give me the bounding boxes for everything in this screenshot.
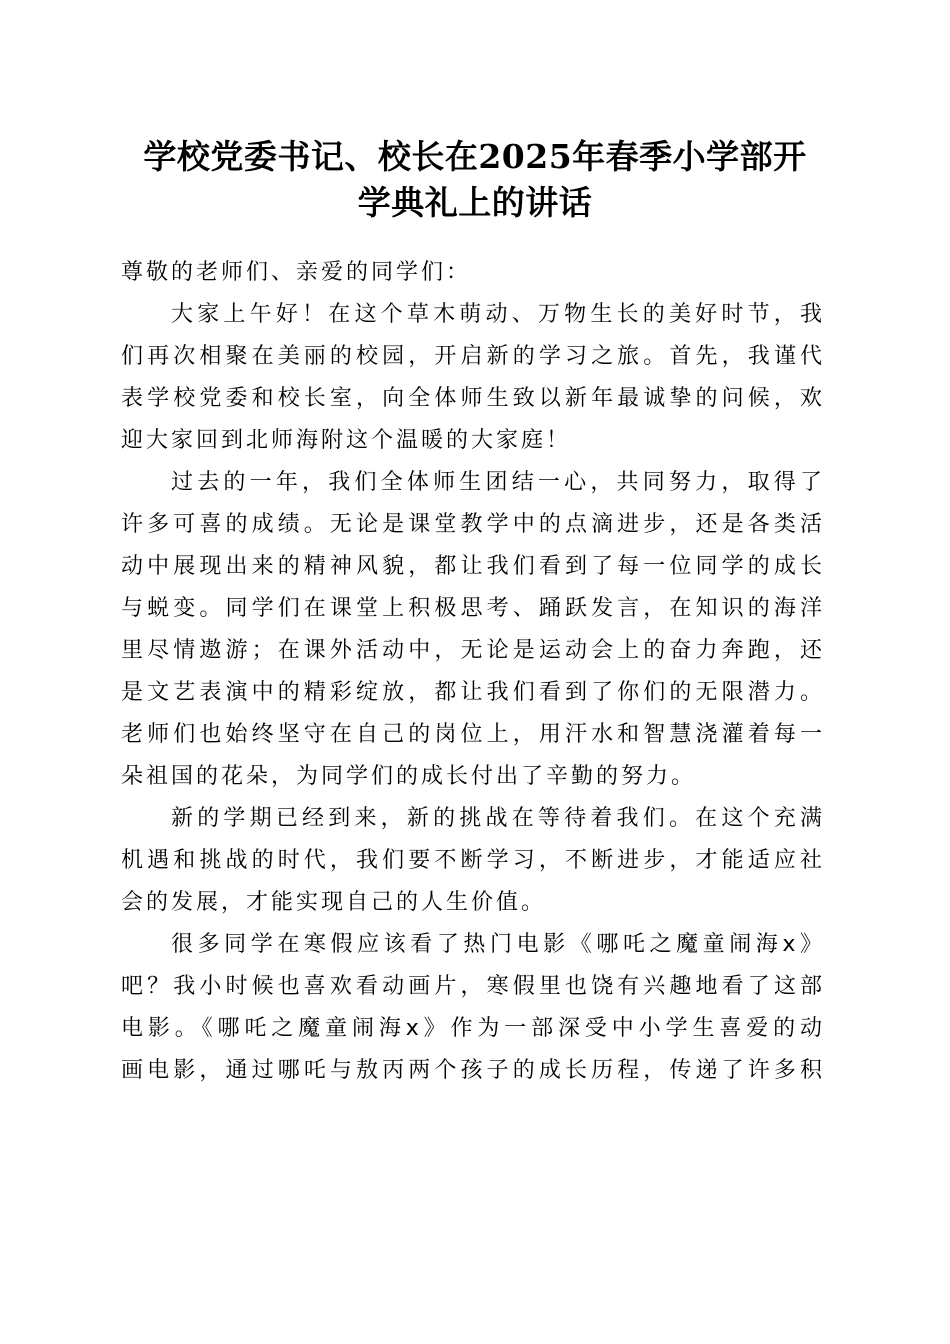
- paragraph-line: 画电影，通过哪吒与敖丙两个孩子的成长历程，传递了许多积: [121, 1058, 825, 1083]
- paragraph-line: 表学校党委和校长室，向全体师生致以新年最诚挚的问候，欢: [121, 386, 825, 411]
- paragraph-line: 过去的一年，我们全体师生团结一心，共同努力，取得了: [171, 470, 825, 495]
- paragraph-line: 大家上午好！在这个草木萌动、万物生长的美好时节，我: [171, 302, 825, 327]
- paragraph-line: 里尽情遨游；在课外活动中，无论是运动会上的奋力奔跑，还: [121, 638, 825, 663]
- paragraph-line: 们再次相聚在美丽的校园，开启新的学习之旅。首先，我谨代: [121, 344, 825, 369]
- paragraph-line: 朵祖国的花朵，为同学们的成长付出了辛勤的努力。: [121, 764, 697, 789]
- paragraph: [121, 462, 825, 798]
- speech-body: [121, 252, 825, 1092]
- paragraph-line: 电影。《哪吒之魔童闹海x》作为一部深受中小学生喜爱的动: [121, 1016, 825, 1041]
- paragraph-line: 吧？我小时候也喜欢看动画片，寒假里也饶有兴趣地看了这部: [121, 974, 825, 999]
- paragraph-line: 很多同学在寒假应该看了热门电影《哪吒之魔童闹海x》: [171, 932, 825, 957]
- paragraph-line: 迎大家回到北师海附这个温暖的大家庭！: [121, 428, 572, 453]
- salutation: 尊敬的老师们、亲爱的同学们：: [121, 260, 472, 285]
- paragraph-line: 机遇和挑战的时代，我们要不断学习，不断进步，才能适应社: [121, 848, 825, 873]
- paragraph: [121, 924, 825, 1092]
- paragraph-line: 是文艺表演中的精彩绽放，都让我们看到了你们的无限潜力。: [121, 680, 825, 705]
- paragraph-line: 会的发展，才能实现自己的人生价值。: [121, 890, 547, 915]
- paragraph: [121, 294, 825, 462]
- paragraph-line: 新的学期已经到来，新的挑战在等待着我们。在这个充满: [171, 806, 825, 831]
- document-title: [110, 134, 840, 226]
- title-line: 学典礼上的讲话: [357, 183, 593, 222]
- paragraph-line: 动中展现出来的精神风貌，都让我们看到了每一位同学的成长: [121, 554, 825, 579]
- paragraph-line: 许多可喜的成绩。无论是课堂教学中的点滴进步，还是各类活: [121, 512, 825, 537]
- paragraph: [121, 798, 825, 924]
- title-line: 学校党委书记、校长在2025年春季小学部开: [143, 137, 807, 176]
- paragraph-line: 与蜕变。同学们在课堂上积极思考、踊跃发言，在知识的海洋: [121, 596, 825, 621]
- paragraph-line: 老师们也始终坚守在自己的岗位上，用汗水和智慧浇灌着每一: [121, 722, 825, 747]
